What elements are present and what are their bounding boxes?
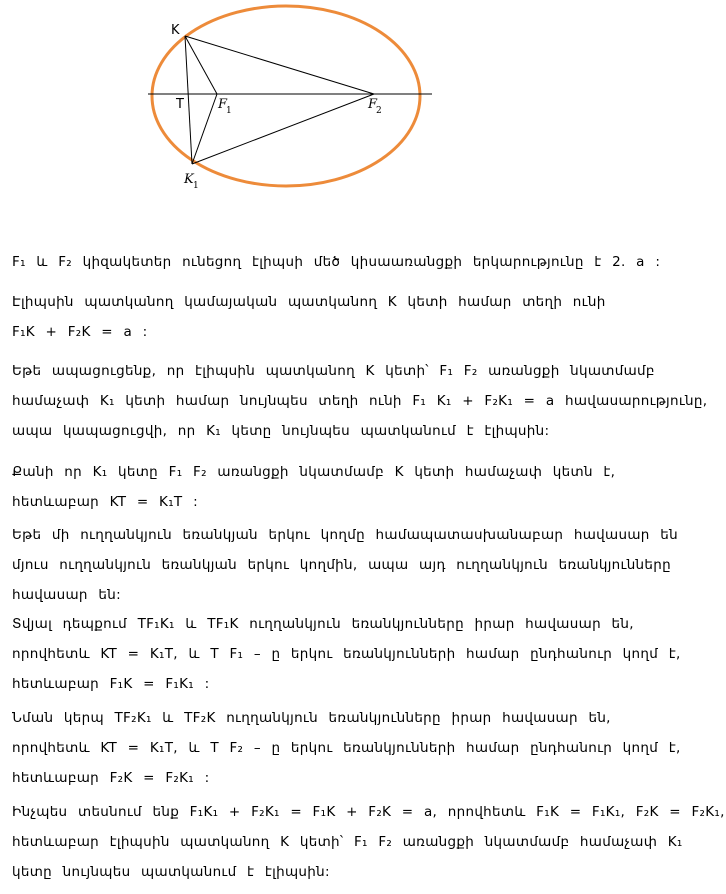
label-k: K	[171, 23, 180, 38]
text-line: համաչափ K₁ կետի համար նույնպես տեղի ունի F₁ K₁ + F₂K₁ = a հավասարությունը,	[12, 393, 708, 409]
paragraph-6	[12, 609, 710, 699]
paragraph-5	[12, 520, 710, 610]
paragraph-3	[12, 356, 710, 446]
text-line: հետևաբար KT = K₁T :	[12, 494, 198, 510]
text-line: Քանի որ K₁ կետը F₁ F₂ առանցքի նկատմամբ K կետի համաչափ կետն է,	[12, 464, 616, 480]
text-line: հետևաբար էլիպսին պատկանող K կետի՝ F₁ F₂ առանցքի նկատմամբ համաչափ K₁	[12, 834, 683, 850]
text-line: հավասար են:	[12, 587, 121, 603]
ellipse-diagram	[140, 0, 440, 200]
text-line: Տվյալ դեպքում TF₁K₁ և TF₁K ուղղանկյուն եռանկյունները իրար հավասար են,	[12, 616, 634, 632]
text-line: հետևաբար F₂K = F₂K₁ :	[12, 770, 210, 786]
paragraph-2	[12, 287, 710, 347]
text-line: ապա կապացուցվի, որ K₁ կետը նույնպես պատկանում է էլիպսին:	[12, 423, 550, 439]
segment-k1f1	[192, 94, 217, 164]
paragraph-4	[12, 457, 710, 517]
text-line: F₁ և F₂ կիզակետեր ունեցող էլիպսի մեծ կիսաառանցքի երկարությունը է 2. a :	[12, 254, 661, 270]
text-line: որովհետև KT = K₁T, և T F₂ – ը երկու եռանկյունների համար ընդհանուր կողմ է,	[12, 740, 681, 756]
paragraph-1	[12, 247, 710, 277]
text-line: Ինչպես տեսնում ենք F₁K₁ + F₂K₁ = F₁K + F₂K = a, որովհետև F₁K = F₁K₁, F₂K = F₂K₁,	[12, 804, 725, 820]
label-f2: F	[368, 97, 378, 112]
label-k1: K	[184, 172, 194, 187]
text-line: որովհետև KT = K₁T, և T F₁ – ը երկու եռանկյունների համար ընդհանուր կողմ է,	[12, 646, 681, 662]
text-line: Եթե ապացուցենք, որ էլիպսին պատկանող K կետի՝ F₁ F₂ առանցքի նկատմամբ	[12, 363, 655, 379]
label-f1: F	[218, 97, 228, 112]
paragraph-8	[12, 797, 725, 887]
text-line: Եթե մի ուղղանկյուն եռանկյան երկու կողմը համապատասխանաբար հավասար են	[12, 527, 678, 543]
text-line: հետևաբար F₁K = F₁K₁ :	[12, 676, 210, 692]
text-line: Նման կերպ TF₂K₁ և TF₂K ուղղանկյուն եռանկյունները իրար հավասար են,	[12, 710, 611, 726]
text-line: F₁K + F₂K = a :	[12, 324, 148, 340]
label-k1-sub: 1	[193, 181, 199, 191]
segment-kf2	[185, 36, 374, 94]
text-line: մյուս ուղղանկյուն եռանկյան երկու կողմին, ապա այդ ուղղանկյուն եռանկյունները	[12, 557, 671, 573]
label-t: T	[176, 97, 184, 112]
label-f1-sub: 1	[226, 106, 232, 116]
text-line: Էլիպսին պատկանող կամայական պատկանող K կետի համար տեղի ունի	[12, 294, 606, 310]
label-f2-sub: 2	[376, 106, 382, 116]
segment-kt	[185, 36, 192, 164]
paragraph-7	[12, 703, 710, 793]
text-line: կետը նույնպես պատկանում է էլիպսին:	[12, 864, 330, 880]
